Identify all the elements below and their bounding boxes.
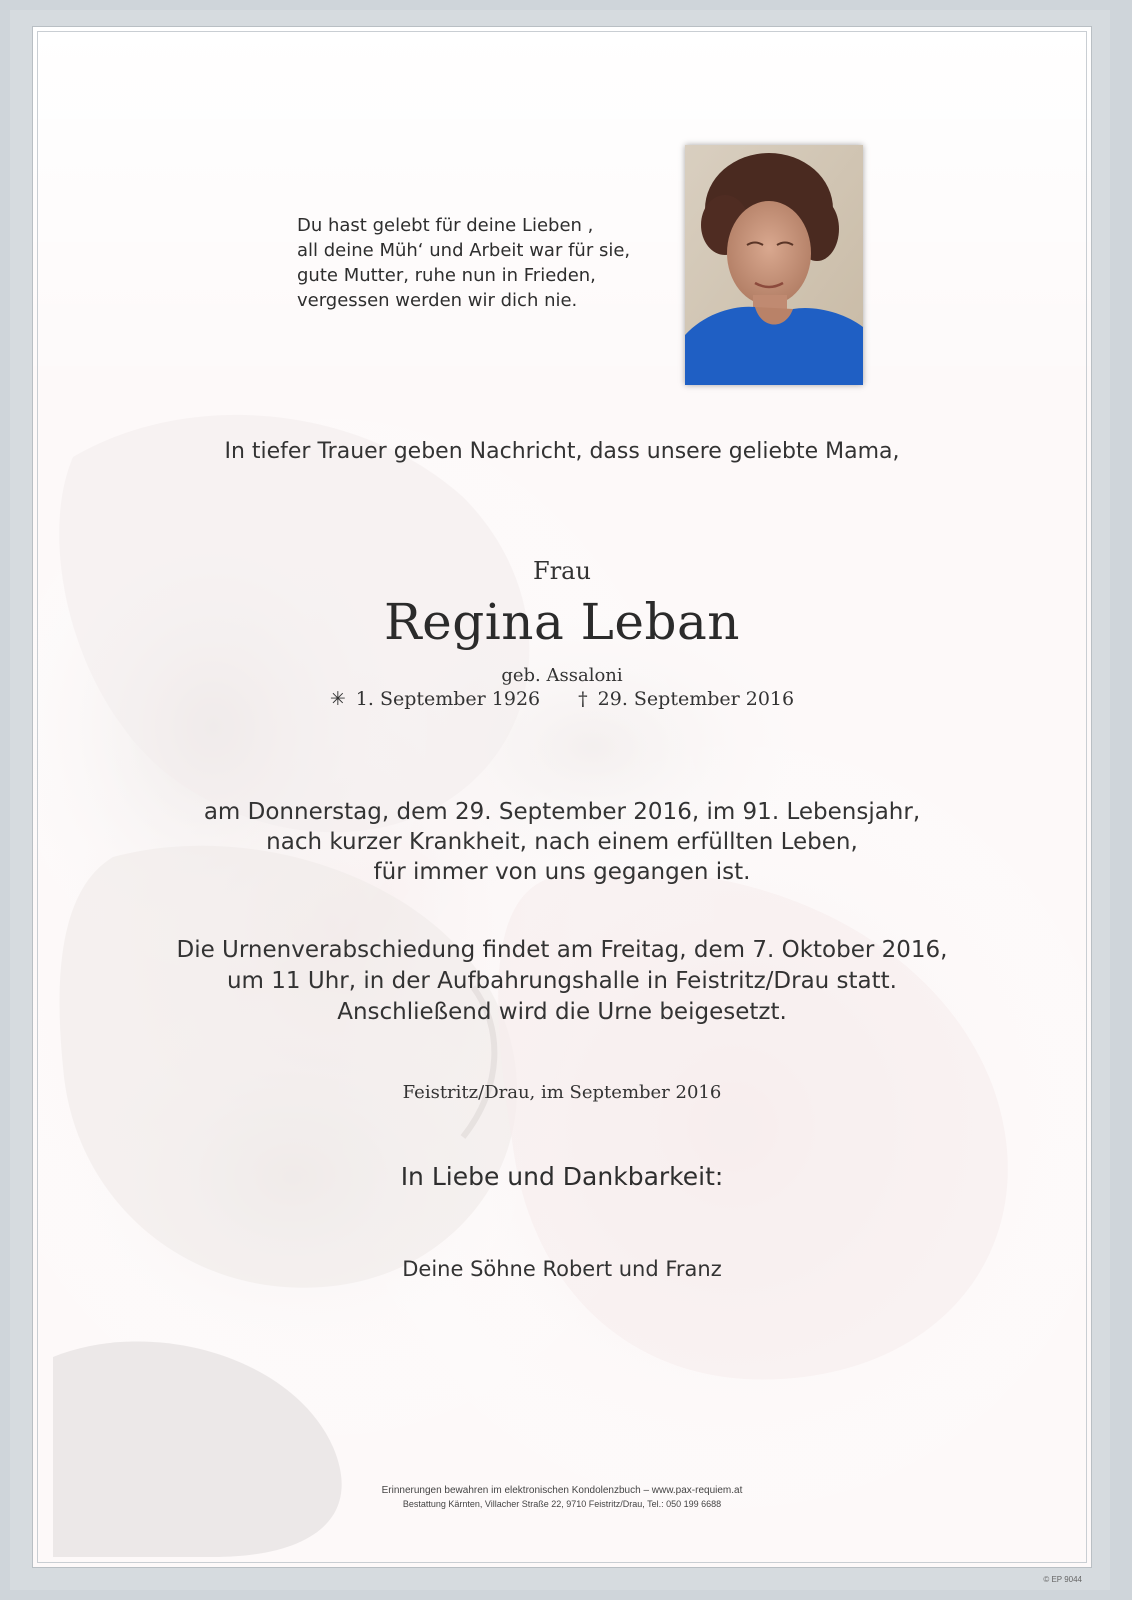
passing-line: für immer von uns gegangen ist. [373,859,751,885]
service-line: Die Urnenverabschiedung findet am Freitag, dem 7. Oktober 2016, [176,937,948,963]
passing-line: nach kurzer Krankheit, nach einem erfüllten Leben, [266,829,858,855]
service-line: um 11 Uhr, in der Aufbahrungshalle in Feistritz/Drau statt. [226,968,897,994]
service-details [33,935,1091,1028]
passing-notice [33,797,1091,887]
maiden-name: geb. Assaloni [501,665,623,686]
verse-line: vergessen werden wir dich nie. [297,290,578,311]
obituary-card [32,26,1092,1568]
signatories: Deine Söhne Robert und Franz [402,1257,722,1281]
verse-line: Du hast gelebt für deine Lieben , [297,215,594,236]
deceased-name: Regina Leban [384,593,740,651]
birth-star-icon: ✳ [329,688,346,710]
page-background [10,10,1110,1590]
footer-condolence-link: Erinnerungen bewahren im elektronischen Kondolenzbuch – www.pax-requiem.at [381,1485,743,1496]
verse-line: all deine Müh‘ und Arbeit war für sie, [297,240,631,261]
place-and-date: Feistritz/Drau, im September 2016 [402,1082,722,1103]
portrait-photo [685,145,863,385]
footer-funeral-home: Bestattung Kärnten, Villacher Straße 22, 9710 Feistritz/Drau, Tel.: 050 199 6688 [402,1499,722,1509]
birth-date: 1. September 1926 [355,688,541,710]
death-date: 29. September 2016 [597,688,795,710]
form-code: © EP 9044 [1043,1575,1082,1584]
honorific: Frau [533,557,591,585]
announcement-intro: In tiefer Trauer geben Nachricht, dass unsere geliebte Mama, [224,439,900,464]
verse-line: gute Mutter, ruhe nun in Frieden, [297,265,596,286]
passing-line: am Donnerstag, dem 29. September 2016, im 91. Lebensjahr, [203,799,921,825]
closing-phrase: In Liebe und Dankbarkeit: [400,1162,724,1191]
death-cross-icon: † [578,688,588,710]
memorial-verse [297,213,657,313]
life-dates [33,688,1091,710]
service-line: Anschließend wird die Urne beigesetzt. [337,999,787,1025]
